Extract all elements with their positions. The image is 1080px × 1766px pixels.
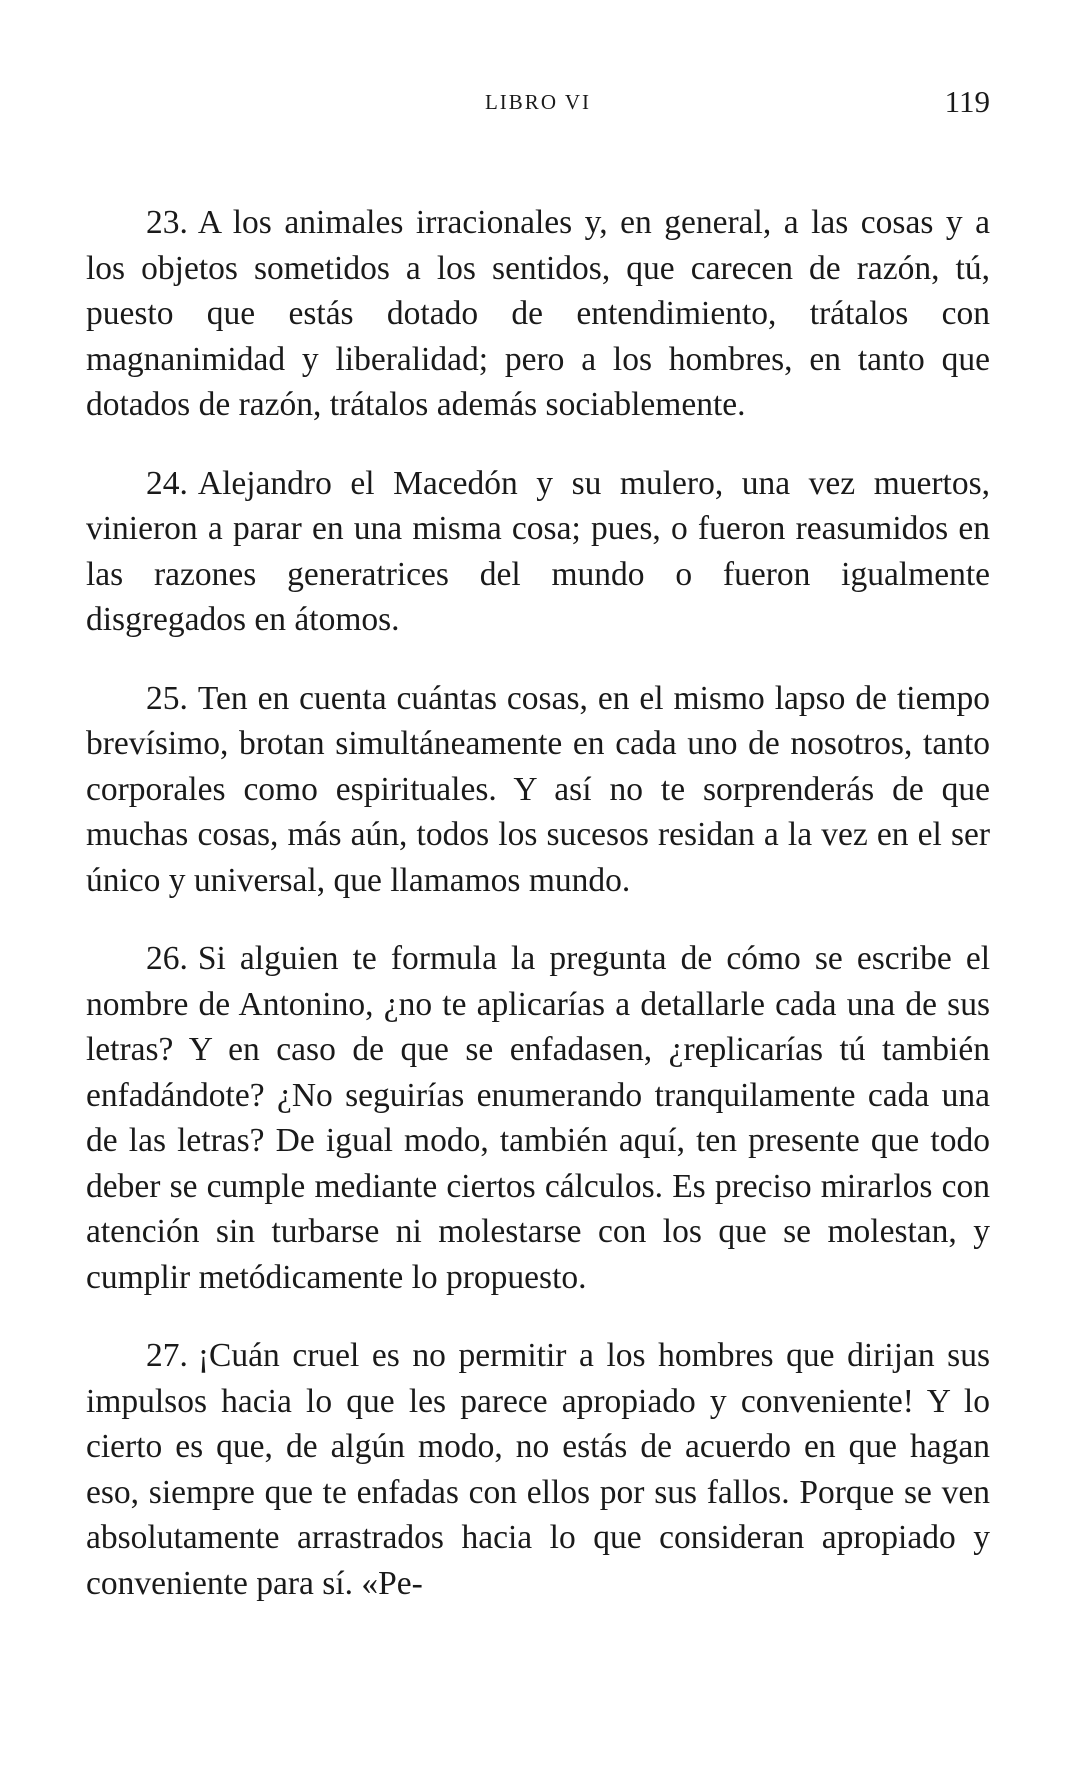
paragraph-number: 23.: [146, 204, 188, 241]
running-title: LIBRO VI: [484, 90, 592, 114]
paragraph-text: Ten en cuenta cuántas cosas, en el mismo lapso de tiempo brevísimo, brotan simultáneamente en cada uno de nosotros, tanto corporales como espirituales. Y así no te sorprenderás de que muchas cosas, más aún, todos los sucesos residan a la vez en el ser único y universal, que llamamos mundo.: [86, 679, 990, 899]
paragraph-number: 24.: [146, 464, 188, 502]
paragraph-text: ¡Cuán cruel es no permitir a los hombres que dirijan sus impulsos hacia lo que les parece apropiado y conveniente! Y lo cierto es que, de algún modo, no estás de acuerdo en que hagan eso, siempre que te enfadas con ellos por sus fallos. Porque se ven absolutamente arrastrados hacia lo que consideran apropiado y conveniente para sí. «Pe-: [86, 1337, 990, 1602]
paragraph-25: [86, 676, 990, 904]
paragraph-text: A los animales irracionales y, en general, a las cosas y a los objetos sometidos a los sentidos, que carecen de razón, tú, puesto que estás dotado de entendimiento, trátalos con magnanimidad y liberalidad; pero a los hombres, en tanto que dotados de razón, trátalos además sociablemente.: [86, 204, 990, 423]
book-page: [86, 0, 990, 1766]
paragraph-number: 25.: [146, 679, 188, 717]
running-head: [86, 84, 990, 120]
paragraph-26: [86, 936, 990, 1300]
paragraph-23: [86, 200, 990, 428]
paragraph-number: 27.: [146, 1337, 188, 1374]
paragraph-number: 26.: [146, 940, 188, 977]
body-text: [86, 200, 990, 1639]
paragraph-text: Alejandro el Macedón y su mulero, una vez muertos, vinieron a parar en una misma cosa; pues, o fueron reasumidos en las razones generatrices del mundo o fueron igualmente disgregados en átomos.: [86, 464, 990, 638]
paragraph-24: [86, 461, 990, 643]
page-number: 119: [944, 84, 990, 119]
paragraph-27: [86, 1333, 990, 1606]
paragraph-text: Si alguien te formula la pregunta de cómo se escribe el nombre de Antonino, ¿no te aplicarías a detallarle cada una de sus letras? Y en caso de que se enfadasen, ¿replicarías tú también enfadándote? ¿No seguirías enumerando tranquilamente cada una de las letras? De igual modo, también aquí, ten presente que todo deber se cumple mediante ciertos cálculos. Es preciso mirarlos con atención sin turbarse ni molestarse con los que se molestan, y cumplir metódicamente lo propuesto.: [86, 940, 990, 1296]
